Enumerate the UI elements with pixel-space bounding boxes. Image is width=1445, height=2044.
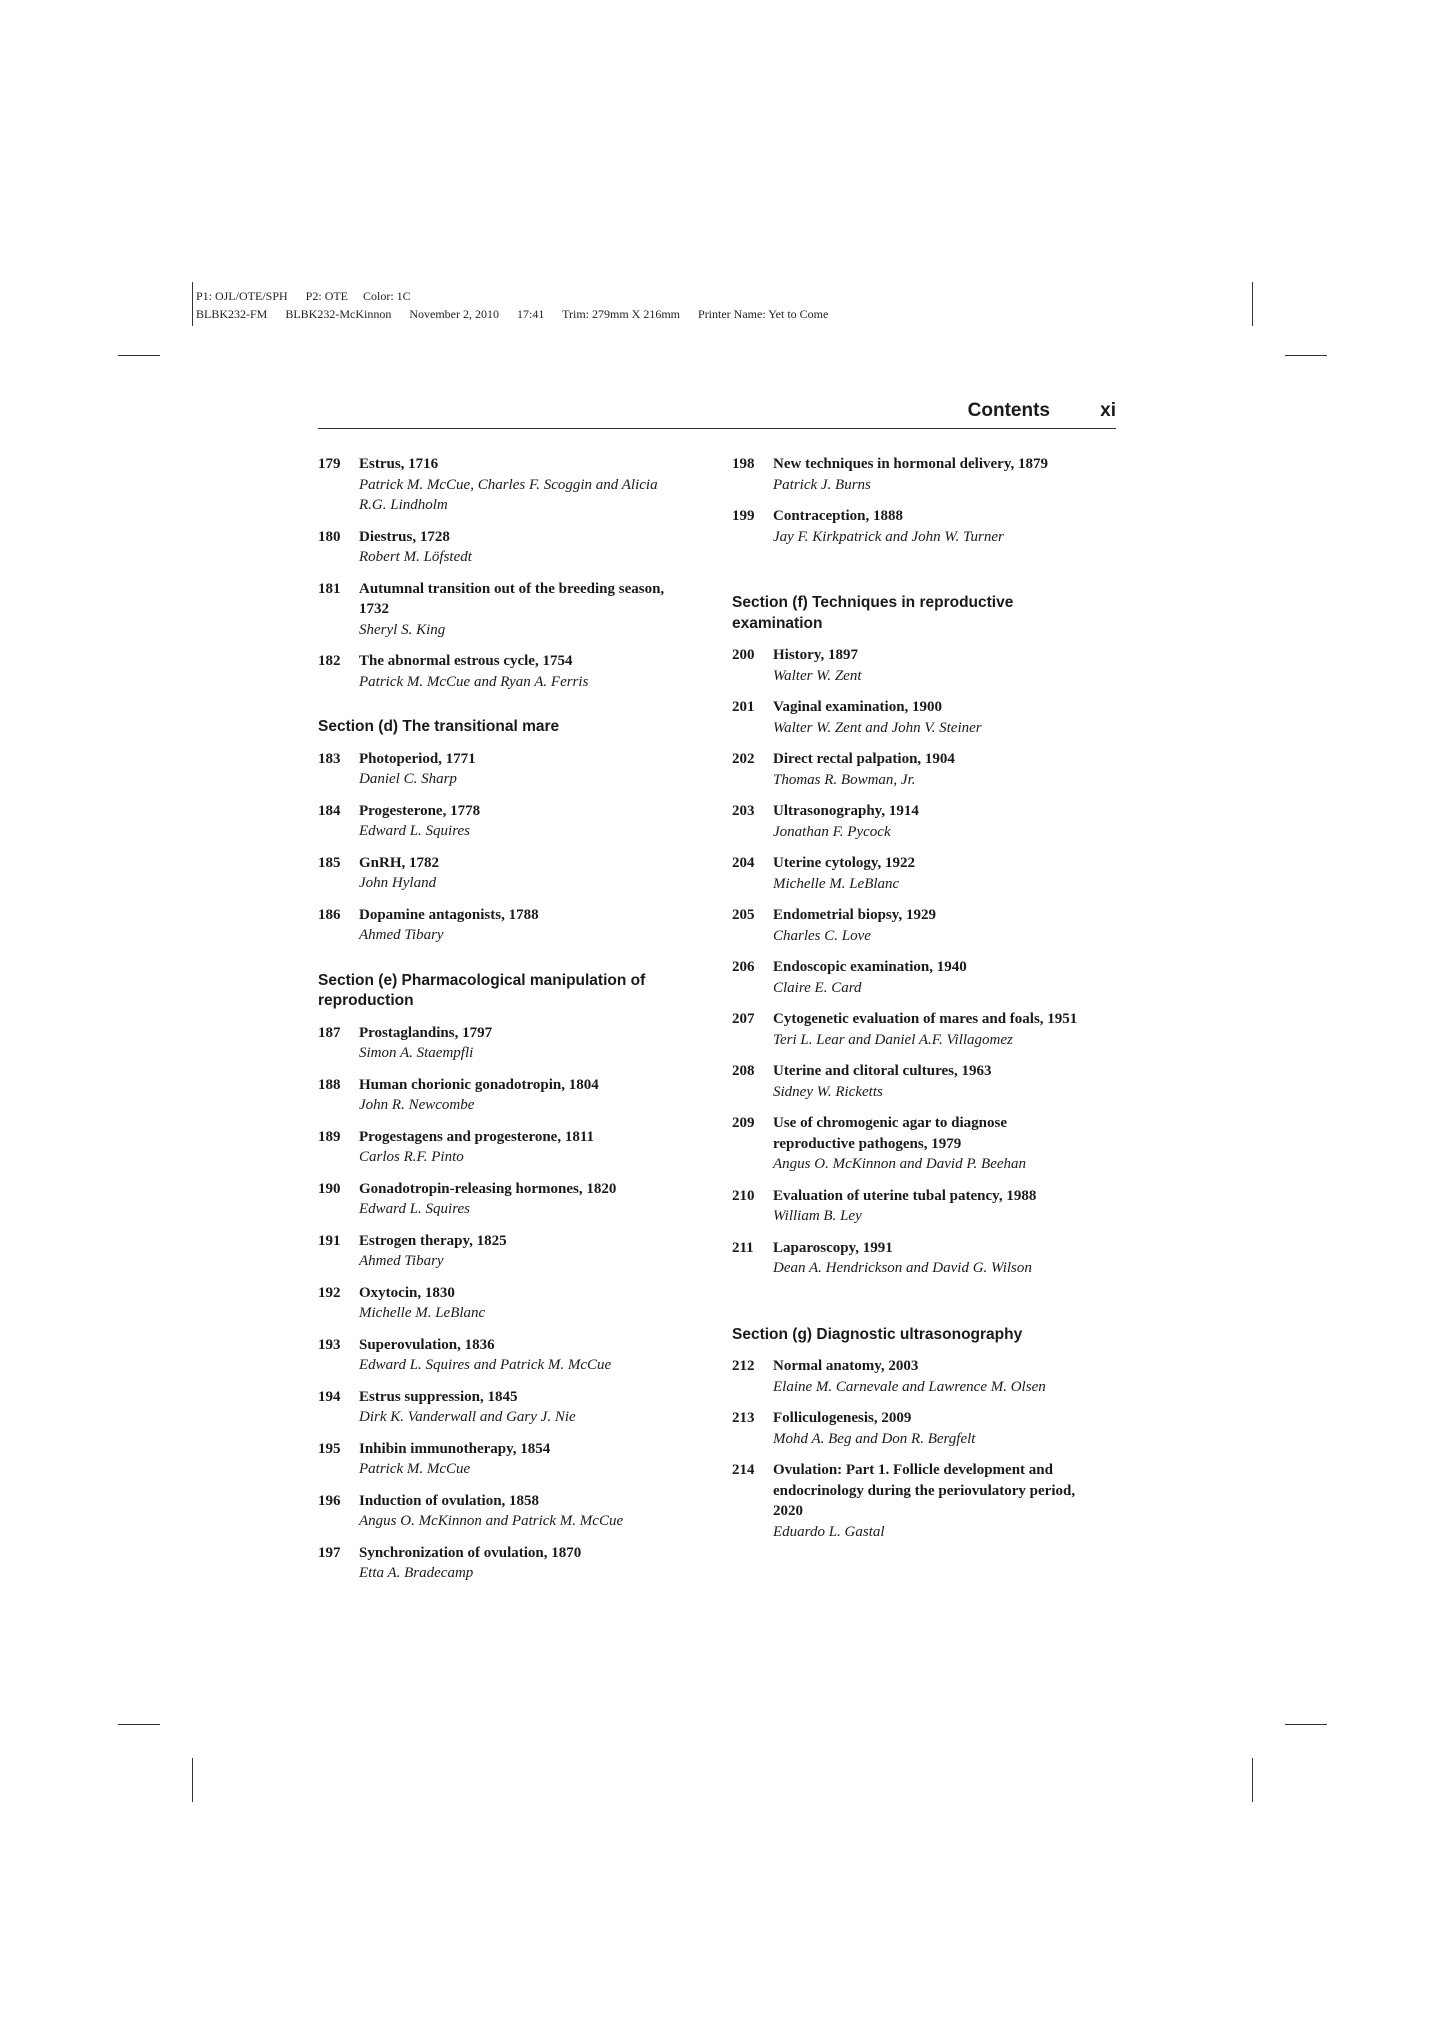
toc-entry [318, 1439, 678, 1480]
entry-body [773, 454, 1092, 495]
toc-entry [318, 1387, 678, 1428]
chapter-authors: Eduardo L. Gastal [773, 1523, 885, 1540]
toc-entry [732, 801, 1092, 842]
entry-body [359, 1491, 678, 1532]
running-head-title: Contents [967, 400, 1050, 421]
toc-entry [732, 506, 1092, 547]
toc-entry [732, 1061, 1092, 1102]
chapter-authors: Robert M. Löfstedt [359, 549, 472, 565]
chapter-title: Normal anatomy, 2003 [773, 1358, 919, 1374]
entry-body [359, 853, 678, 894]
crop-mark [192, 1758, 193, 1802]
entry-body [773, 1460, 1092, 1542]
entry-body [773, 853, 1092, 894]
chapter-title: Estrus, 1716 [359, 456, 439, 472]
chapter-title: Endometrial biopsy, 1929 [773, 907, 936, 923]
entry-body [359, 1543, 678, 1584]
entry-body [359, 1231, 678, 1272]
chapter-title: Photoperiod, 1771 [359, 750, 476, 767]
crop-mark [1252, 282, 1253, 326]
chapter-authors: Charles C. Love [773, 927, 871, 944]
toc-entry [318, 1127, 678, 1168]
toc-entry [732, 853, 1092, 894]
chapter-title: Evaluation of uterine tubal patency, 1988 [773, 1187, 1037, 1204]
chapter-title: Use of chromogenic agar to diagnose reproductive pathogens, 1979 [773, 1115, 1008, 1152]
chapter-title: Induction of ovulation, 1858 [359, 1492, 540, 1509]
chapter-authors: Ahmed Tibary [359, 1253, 444, 1269]
chapter-number: 204 [732, 855, 755, 871]
chapter-title: Ovulation: Part 1. Follicle development and endocrinology during the periovulatory period, 2020 [773, 1462, 1076, 1519]
entry-body [359, 1387, 678, 1428]
toc-entry [732, 454, 1092, 495]
chapter-authors: Thomas R. Bowman, Jr. [773, 771, 916, 788]
chapter-number: 180 [318, 528, 341, 545]
toc-entry [732, 1356, 1092, 1397]
print-info-line-1: P1: OJL/OTE/SPH P2: OTE Color: 1C [196, 289, 411, 303]
chapter-number: 205 [732, 907, 755, 923]
chapter-authors: Sheryl S. King [359, 621, 446, 638]
chapter-authors: Elaine M. Carnevale and Lawrence M. Olsen [773, 1378, 1046, 1395]
chapter-number: 193 [318, 1336, 341, 1353]
chapter-authors: Patrick M. McCue, Charles F. Scoggin and Alicia R.G. Lindholm [359, 476, 658, 513]
entry-body [359, 454, 678, 516]
chapter-authors: Patrick M. McCue and Ryan A. Ferris [359, 673, 589, 690]
chapter-authors: Michelle M. LeBlanc [773, 875, 900, 892]
chapter-number: 199 [732, 508, 755, 524]
chapter-title: The abnormal estrous cycle, 1754 [359, 653, 573, 669]
chapter-title: Gonadotropin-releasing hormones, 1820 [359, 1180, 617, 1197]
toc-entry [732, 1238, 1092, 1279]
crop-mark [118, 1724, 160, 1725]
chapter-number: 195 [318, 1440, 341, 1457]
chapter-title: Uterine cytology, 1922 [773, 855, 916, 871]
chapter-authors: Simon A. Staempfli [359, 1045, 474, 1061]
chapter-number: 187 [318, 1024, 341, 1041]
chapter-title: Diestrus, 1728 [359, 528, 450, 545]
toc-entry [732, 905, 1092, 946]
chapter-title: Prostaglandins, 1797 [359, 1024, 493, 1041]
entry-body [359, 527, 678, 568]
chapter-authors: Claire E. Card [773, 979, 862, 996]
toc-entry [732, 1408, 1092, 1449]
toc-entry [318, 1491, 678, 1532]
chapter-number: 206 [732, 959, 755, 975]
entry-body [773, 1061, 1092, 1102]
entry-body [359, 749, 678, 790]
entry-body [359, 1335, 678, 1376]
chapter-number: 214 [732, 1462, 755, 1478]
crop-mark [1252, 1758, 1253, 1802]
chapter-title: Inhibin immunotherapy, 1854 [359, 1440, 551, 1457]
section-heading: Section (g) Diagnostic ultrasonography [732, 1325, 1023, 1343]
toc-entry [318, 1283, 678, 1324]
toc-entry [318, 1335, 678, 1376]
chapter-number: 203 [732, 803, 755, 819]
toc-entry [732, 645, 1092, 686]
chapter-title: Synchronization of ovulation, 1870 [359, 1544, 582, 1561]
chapter-number: 209 [732, 1115, 755, 1131]
entry-body [359, 1179, 678, 1220]
entry-body [773, 506, 1092, 547]
toc-entry [732, 697, 1092, 738]
toc-entry [318, 749, 678, 790]
chapter-authors: Walter W. Zent and John V. Steiner [773, 719, 982, 736]
chapter-title: Direct rectal palpation, 1904 [773, 751, 955, 767]
entry-body [359, 651, 678, 692]
chapter-authors: Michelle M. LeBlanc [359, 1305, 486, 1321]
toc-right-column [732, 454, 1092, 1553]
chapter-title: New techniques in hormonal delivery, 1879 [773, 456, 1049, 472]
entry-body [359, 1283, 678, 1324]
chapter-title: Autumnal transition out of the breeding season, 1732 [359, 580, 665, 617]
entry-body [773, 801, 1092, 842]
chapter-authors: Edward L. Squires [359, 1201, 470, 1217]
toc-entry [318, 651, 678, 692]
section-heading: Section (e) Pharmacological manipulation of reproduction [318, 971, 646, 1009]
chapter-number: 200 [732, 647, 755, 663]
toc-entry [318, 579, 678, 641]
chapter-authors: Angus O. McKinnon and Patrick M. McCue [359, 1513, 624, 1529]
entry-body [773, 749, 1092, 790]
chapter-title: Vaginal examination, 1900 [773, 699, 943, 715]
chapter-number: 189 [318, 1128, 341, 1145]
entry-body [773, 1009, 1092, 1050]
chapter-number: 198 [732, 456, 755, 472]
crop-mark [1285, 355, 1327, 356]
entry-body [773, 1186, 1092, 1227]
entry-body [359, 1127, 678, 1168]
entry-body [359, 579, 678, 641]
chapter-title: History, 1897 [773, 647, 858, 663]
crop-mark [1285, 1724, 1327, 1725]
toc-entry [318, 853, 678, 894]
chapter-title: Progesterone, 1778 [359, 802, 481, 819]
chapter-title: Uterine and clitoral cultures, 1963 [773, 1063, 992, 1079]
toc-entry [318, 905, 678, 946]
entry-body [359, 1439, 678, 1480]
chapter-authors: Angus O. McKinnon and David P. Beehan [773, 1156, 1027, 1172]
chapter-authors: Walter W. Zent [773, 667, 862, 684]
toc-entry [732, 957, 1092, 998]
chapter-number: 188 [318, 1076, 341, 1093]
chapter-title: Human chorionic gonadotropin, 1804 [359, 1076, 599, 1093]
chapter-title: Cytogenetic evaluation of mares and foals, 1951 [773, 1011, 1078, 1027]
chapter-number: 183 [318, 750, 341, 767]
entry-body [359, 801, 678, 842]
entry-body [773, 1113, 1092, 1175]
chapter-authors: Jay F. Kirkpatrick and John W. Turner [773, 528, 1004, 545]
toc-entry [732, 749, 1092, 790]
chapter-authors: Dirk K. Vanderwall and Gary J. Nie [359, 1409, 576, 1425]
chapter-number: 182 [318, 653, 341, 669]
chapter-title: Ultrasonography, 1914 [773, 803, 919, 819]
entry-body [773, 1356, 1092, 1397]
chapter-number: 194 [318, 1388, 341, 1405]
page-number: xi [1100, 400, 1116, 421]
toc-entry [732, 1460, 1092, 1542]
toc-entry [732, 1186, 1092, 1227]
chapter-title: Endoscopic examination, 1940 [773, 959, 967, 975]
chapter-authors: Carlos R.F. Pinto [359, 1149, 464, 1165]
chapter-title: Contraception, 1888 [773, 508, 903, 524]
toc-entry [732, 1009, 1092, 1050]
chapter-number: 190 [318, 1180, 341, 1197]
chapter-title: Laparoscopy, 1991 [773, 1239, 893, 1256]
entry-body [773, 645, 1092, 686]
chapter-number: 197 [318, 1544, 341, 1561]
chapter-authors: Patrick M. McCue [359, 1461, 471, 1477]
chapter-authors: Patrick J. Burns [773, 476, 871, 493]
chapter-authors: Daniel C. Sharp [359, 771, 457, 787]
chapter-title: Superovulation, 1836 [359, 1336, 495, 1353]
chapter-title: Folliculogenesis, 2009 [773, 1410, 912, 1426]
crop-mark [118, 355, 160, 356]
chapter-number: 211 [732, 1239, 754, 1256]
chapter-number: 201 [732, 699, 755, 715]
chapter-number: 202 [732, 751, 755, 767]
entry-body [773, 1238, 1092, 1279]
chapter-authors: William B. Ley [773, 1208, 862, 1224]
chapter-number: 181 [318, 580, 341, 597]
entry-body [359, 905, 678, 946]
chapter-authors: Ahmed Tibary [359, 927, 444, 943]
chapter-number: 192 [318, 1284, 341, 1301]
chapter-authors: Jonathan F. Pycock [773, 823, 891, 840]
chapter-title: GnRH, 1782 [359, 854, 440, 871]
toc-entry [318, 454, 678, 516]
chapter-number: 213 [732, 1410, 755, 1426]
chapter-number: 185 [318, 854, 341, 871]
toc-entry [318, 1543, 678, 1584]
chapter-authors: Edward L. Squires [359, 823, 470, 839]
entry-body [359, 1023, 678, 1064]
toc-left-column [318, 454, 678, 1595]
toc-entry [318, 801, 678, 842]
chapter-authors: John Hyland [359, 875, 437, 891]
section-heading: Section (d) The transitional mare [318, 718, 560, 735]
chapter-authors: Sidney W. Ricketts [773, 1083, 883, 1100]
chapter-number: 207 [732, 1011, 755, 1027]
toc-entry [732, 1113, 1092, 1175]
chapter-authors: Dean A. Hendrickson and David G. Wilson [773, 1260, 1032, 1276]
chapter-title: Progestagens and progesterone, 1811 [359, 1128, 594, 1145]
chapter-number: 208 [732, 1063, 755, 1079]
chapter-authors: Mohd A. Beg and Don R. Bergfelt [773, 1430, 976, 1447]
chapter-authors: Etta A. Bradecamp [359, 1565, 474, 1581]
chapter-title: Dopamine antagonists, 1788 [359, 906, 539, 923]
chapter-number: 210 [732, 1187, 755, 1204]
crop-mark [192, 282, 193, 326]
chapter-authors: Teri L. Lear and Daniel A.F. Villagomez [773, 1031, 1013, 1048]
print-info-line-2: BLBK232-FM BLBK232-McKinnon November 2, 2010 17:41 Trim: 279mm X 216mm Printer Name: Yet to Come [196, 307, 829, 321]
chapter-authors: Edward L. Squires and Patrick M. McCue [359, 1357, 612, 1373]
entry-body [773, 1408, 1092, 1449]
entry-body [359, 1075, 678, 1116]
toc-entry [318, 1075, 678, 1116]
toc-entry [318, 527, 678, 568]
chapter-authors: John R. Newcombe [359, 1097, 475, 1113]
chapter-number: 186 [318, 906, 341, 923]
entry-body [773, 697, 1092, 738]
chapter-number: 179 [318, 456, 341, 472]
toc-entry [318, 1023, 678, 1064]
running-head [318, 400, 1116, 429]
chapter-title: Estrogen therapy, 1825 [359, 1232, 507, 1249]
chapter-number: 212 [732, 1358, 755, 1374]
chapter-title: Estrus suppression, 1845 [359, 1388, 518, 1405]
chapter-number: 191 [318, 1232, 341, 1249]
entry-body [773, 905, 1092, 946]
chapter-number: 196 [318, 1492, 341, 1509]
chapter-title: Oxytocin, 1830 [359, 1284, 455, 1301]
toc-entry [318, 1231, 678, 1272]
toc-entry [318, 1179, 678, 1220]
section-heading: Section (f) Techniques in reproductive examination [732, 594, 1014, 632]
entry-body [773, 957, 1092, 998]
chapter-number: 184 [318, 802, 341, 819]
